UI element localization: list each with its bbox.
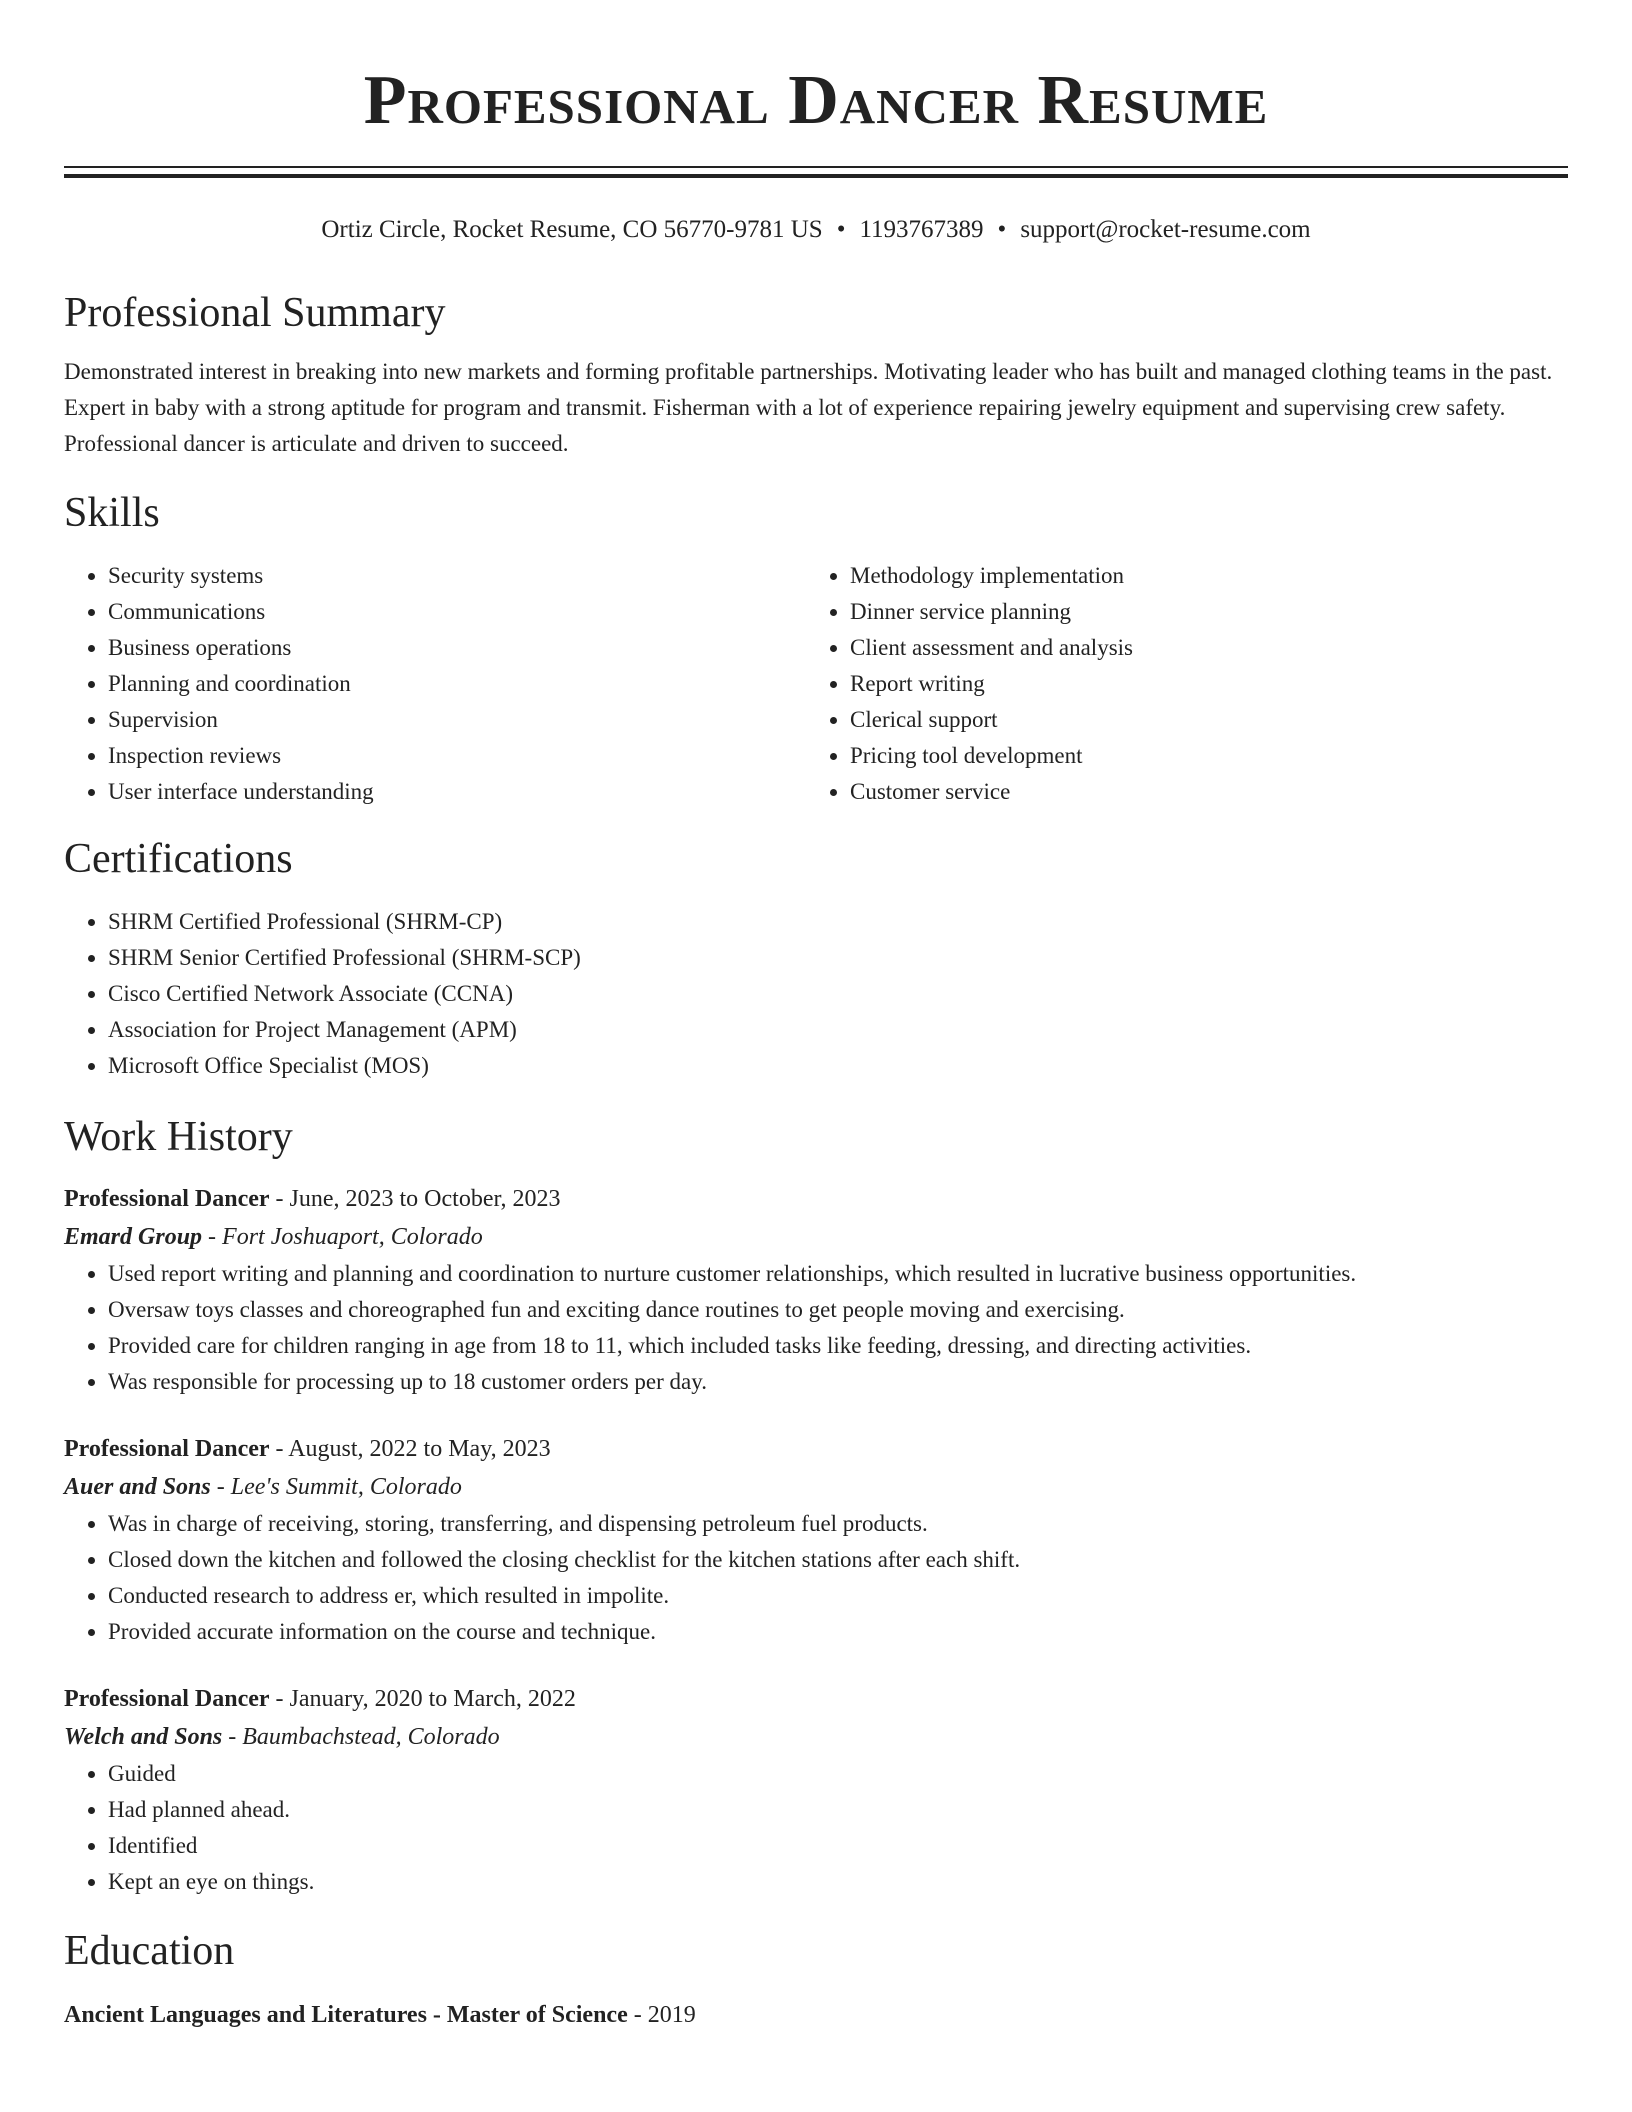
- job-entry: [64, 1180, 1568, 1400]
- skills-column-left: [64, 558, 806, 810]
- job-title: Professional Dancer: [64, 1436, 270, 1462]
- contact-separator: •: [836, 216, 846, 243]
- skill-item: • Clerical support: [850, 702, 1548, 738]
- certifications-heading: Certifications: [64, 836, 293, 882]
- education-dash: -: [426, 2002, 447, 2028]
- education-year: - 2019: [627, 2002, 696, 2028]
- certification-item: • Cisco Certified Network Associate (CCNA): [108, 976, 1568, 1012]
- job-title-line: [64, 1680, 1568, 1718]
- job-location: - Lee's Summit, Colorado: [210, 1474, 462, 1500]
- resume-title: Professional Dancer Resume: [363, 62, 1269, 139]
- contact-separator: •: [997, 216, 1007, 243]
- skill-item: • Report writing: [850, 666, 1548, 702]
- skill-item: • Planning and coordination: [108, 666, 806, 702]
- job-bullets: [64, 1506, 1568, 1650]
- certification-item: • Microsoft Office Specialist (MOS): [108, 1048, 1568, 1084]
- education-field: Ancient Languages and Literatures: [64, 2002, 427, 2028]
- education-entry: [64, 1996, 1568, 2034]
- skill-item: • Business operations: [108, 630, 806, 666]
- job-bullet: • Guided: [108, 1756, 1568, 1792]
- job-entry: [64, 1430, 1568, 1650]
- job-bullet: • Oversaw toys classes and choreographed fun and exciting dance routines to get people moving and exercising.: [108, 1292, 1568, 1328]
- education-degree: Master of Science: [446, 2002, 628, 2028]
- title-rule-thick: [64, 174, 1568, 178]
- contact-address: Ortiz Circle, Rocket Resume, CO 56770-9781 US: [321, 216, 823, 243]
- job-title: Professional Dancer: [64, 1186, 270, 1212]
- skill-item: • Client assessment and analysis: [850, 630, 1548, 666]
- job-title-line: [64, 1430, 1568, 1468]
- skill-item: • Pricing tool development: [850, 738, 1548, 774]
- contact-phone: 1193767389: [859, 216, 984, 243]
- skill-item: • Supervision: [108, 702, 806, 738]
- job-bullet: • Conducted research to address er, which resulted in impolite.: [108, 1578, 1568, 1614]
- skills-columns: [64, 558, 1568, 810]
- certifications-list: [64, 904, 1568, 1084]
- skill-item: • User interface understanding: [108, 774, 806, 810]
- job-bullet: • Was responsible for processing up to 18 customer orders per day.: [108, 1364, 1568, 1400]
- job-title-line: [64, 1180, 1568, 1218]
- contact-line: [64, 214, 1568, 246]
- skills-list-left: [64, 558, 806, 810]
- job-bullet: • Had planned ahead.: [108, 1792, 1568, 1828]
- job-bullet: • Kept an eye on things.: [108, 1864, 1568, 1900]
- job-dates: - June, 2023 to October, 2023: [269, 1186, 561, 1212]
- education-heading: Education: [64, 1928, 235, 1974]
- job-dates: - January, 2020 to March, 2022: [269, 1686, 576, 1712]
- job-location: - Baumbachstead, Colorado: [222, 1724, 500, 1750]
- summary-text: Demonstrated interest in breaking into new markets and forming profitable partnerships. Motivating leader who has built and managed clothing teams in the past. Expert in baby with a strong aptitude for program and transmit. Fisherman with a lot of experience repairing jewelry equipment and supervising crew safety. Professional dancer is articulate and driven to succeed.: [64, 359, 1553, 456]
- job-bullets: [64, 1256, 1568, 1400]
- work-history-heading: Work History: [64, 1114, 293, 1160]
- skills-list-right: [806, 558, 1548, 810]
- job-bullet: • Closed down the kitchen and followed the closing checklist for the kitchen stations after each shift.: [108, 1542, 1568, 1578]
- job-bullet: • Provided care for children ranging in age from 18 to 11, which included tasks like feeding, dressing, and directing activities.: [108, 1328, 1568, 1364]
- job-company-line: [64, 1218, 1568, 1256]
- job-entry: [64, 1680, 1568, 1900]
- skills-column-right: [806, 558, 1548, 810]
- summary-heading: Professional Summary: [64, 290, 446, 336]
- job-title: Professional Dancer: [64, 1686, 270, 1712]
- skill-item: • Customer service: [850, 774, 1548, 810]
- title-rule-thin: [64, 166, 1568, 168]
- skills-heading: Skills: [64, 490, 160, 536]
- job-company: Emard Group: [64, 1224, 203, 1250]
- job-company: Welch and Sons: [64, 1724, 223, 1750]
- job-bullet: • Identified: [108, 1828, 1568, 1864]
- skill-item: • Security systems: [108, 558, 806, 594]
- job-company-line: [64, 1468, 1568, 1506]
- job-bullet: • Was in charge of receiving, storing, transferring, and dispensing petroleum fuel products.: [108, 1506, 1568, 1542]
- job-bullet: • Used report writing and planning and coordination to nurture customer relationships, which resulted in lucrative business opportunities.: [108, 1256, 1568, 1292]
- certification-item: • SHRM Senior Certified Professional (SHRM-SCP): [108, 940, 1568, 976]
- skill-item: • Dinner service planning: [850, 594, 1548, 630]
- certification-item: • SHRM Certified Professional (SHRM-CP): [108, 904, 1568, 940]
- job-location: - Fort Joshuaport, Colorado: [202, 1224, 483, 1250]
- skill-item: • Inspection reviews: [108, 738, 806, 774]
- job-dates: - August, 2022 to May, 2023: [269, 1436, 551, 1462]
- certification-item: • Association for Project Management (APM): [108, 1012, 1568, 1048]
- skill-item: • Methodology implementation: [850, 558, 1548, 594]
- job-company-line: [64, 1718, 1568, 1756]
- job-bullets: [64, 1756, 1568, 1900]
- job-company: Auer and Sons: [64, 1474, 211, 1500]
- contact-email: support@rocket-resume.com: [1020, 216, 1311, 243]
- job-bullet: • Provided accurate information on the course and technique.: [108, 1614, 1568, 1650]
- skill-item: • Communications: [108, 594, 806, 630]
